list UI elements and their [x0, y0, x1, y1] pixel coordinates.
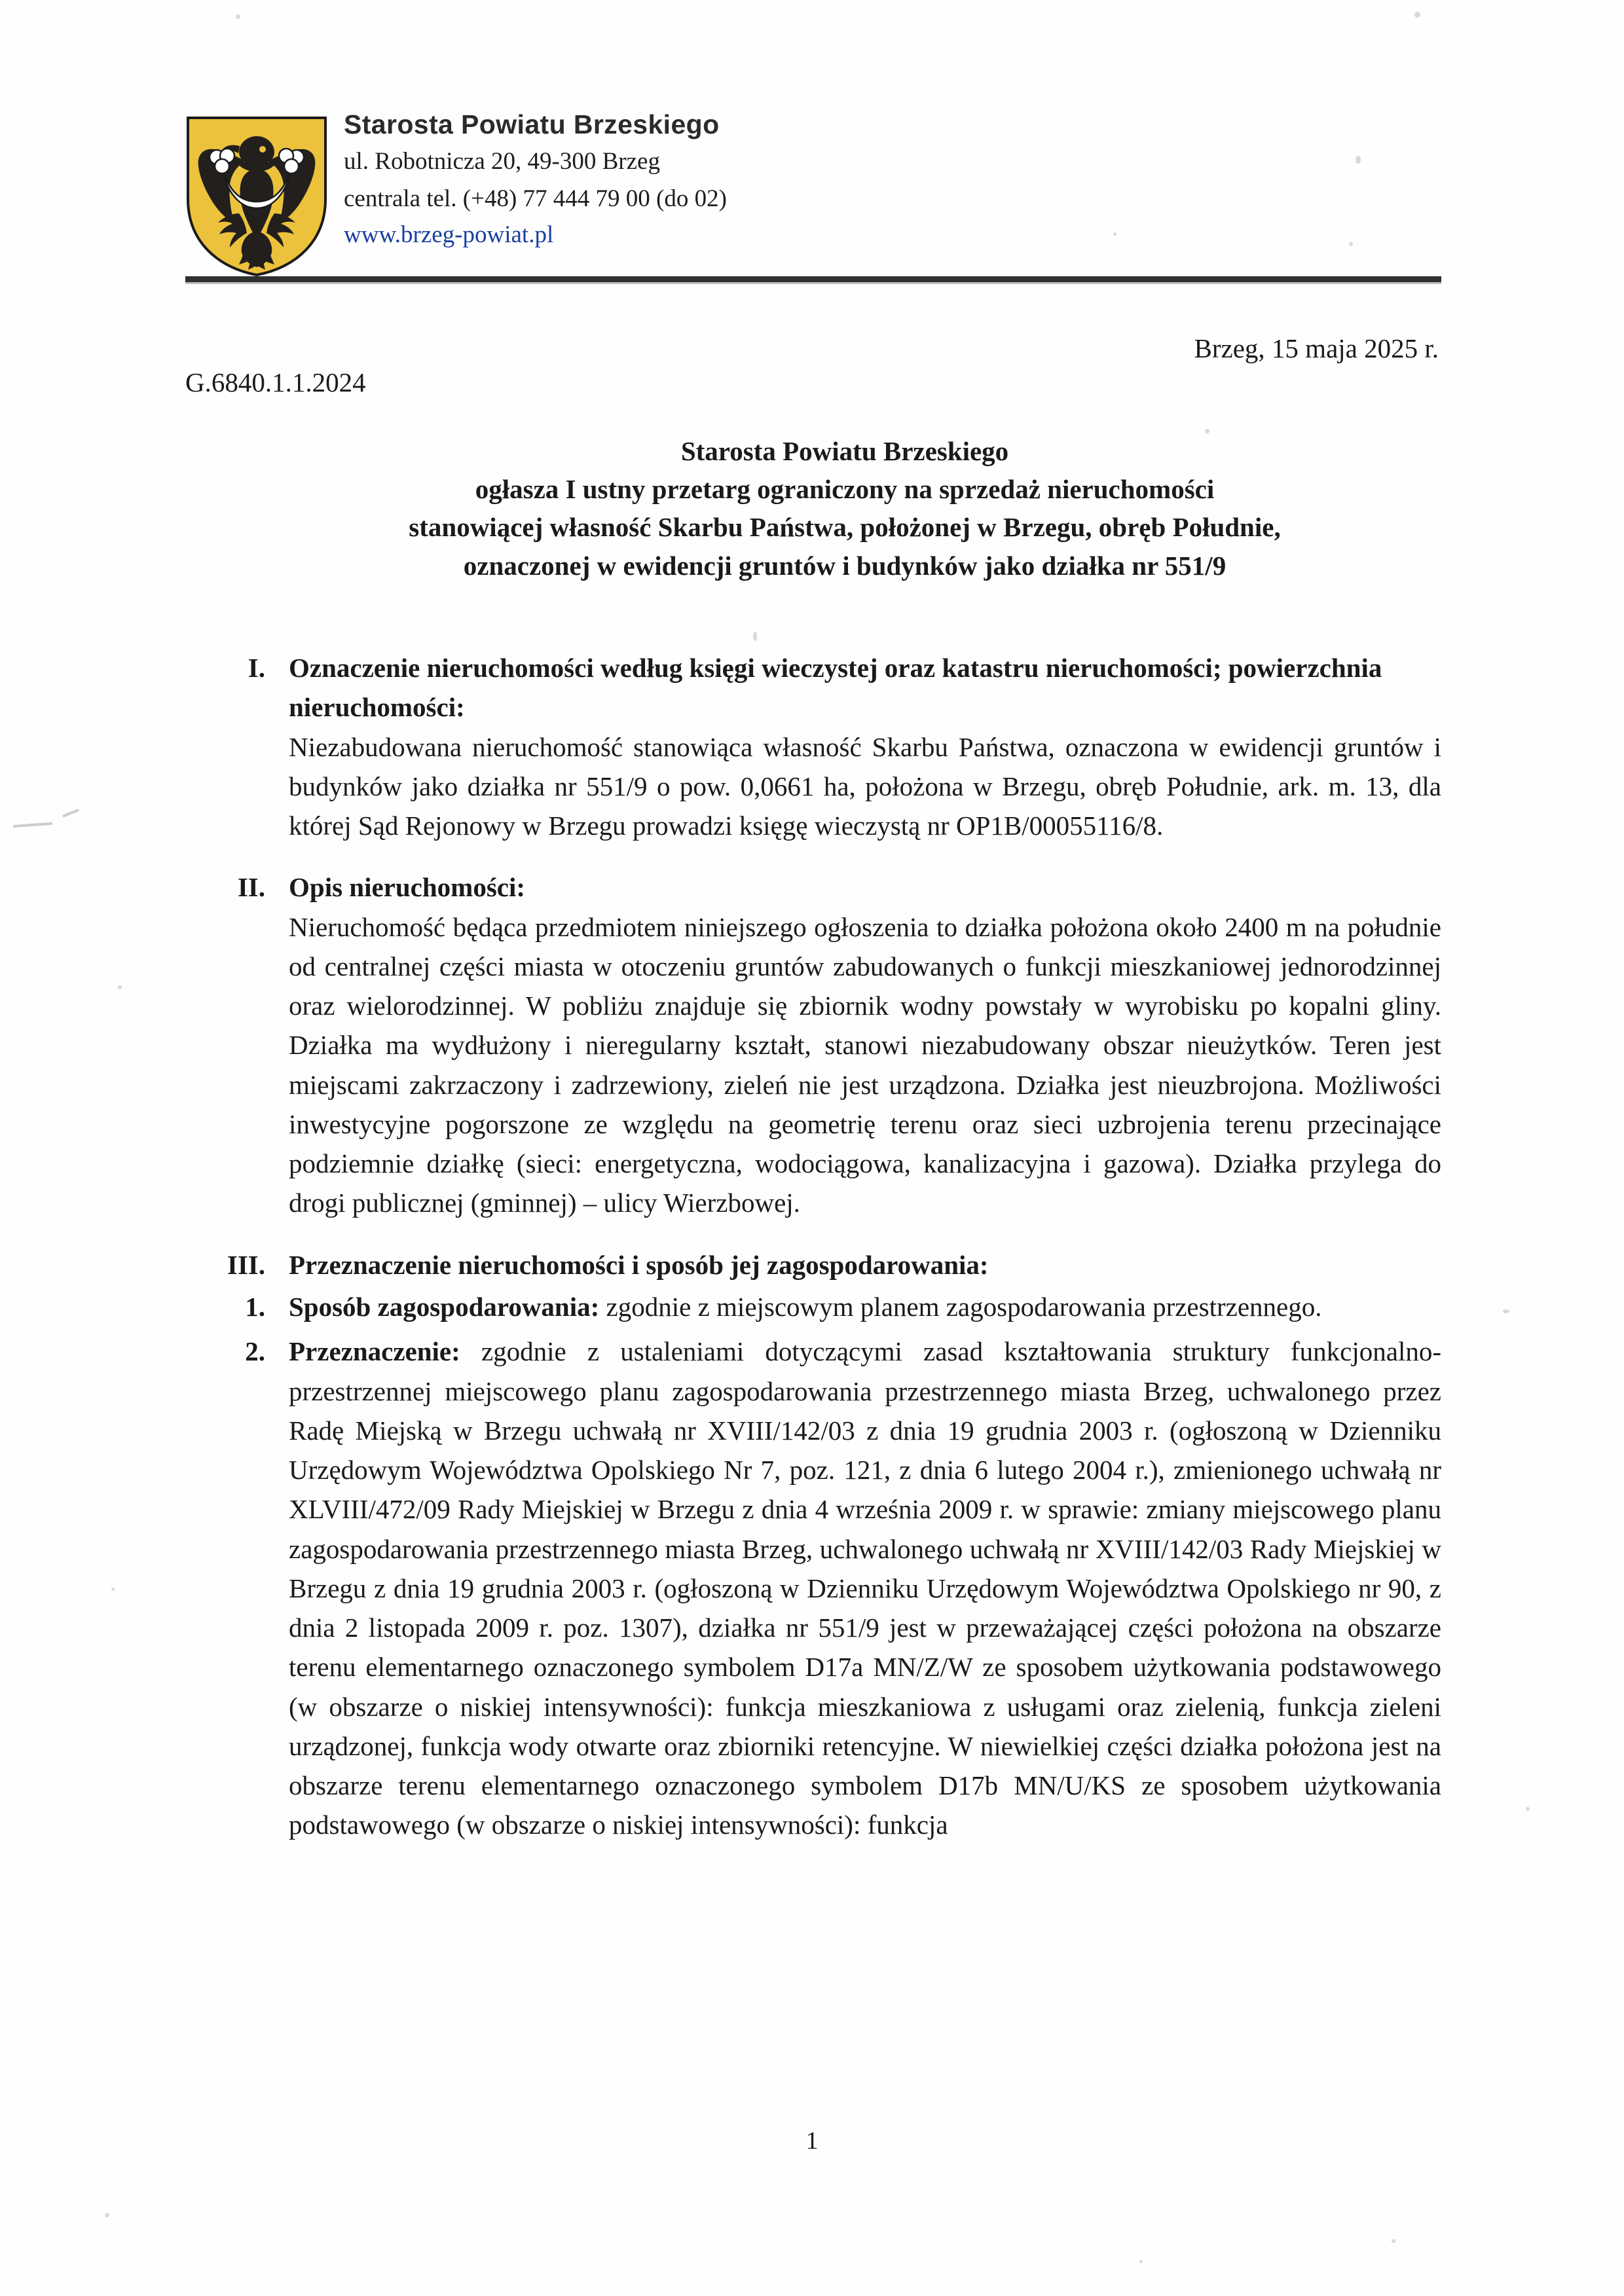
section-iii-numeral: III.: [227, 1249, 265, 1280]
scan-artifact: [105, 2213, 109, 2217]
organization-name: Starosta Powiatu Brzeskiego: [344, 109, 720, 139]
title-line-3: stanowiącej własność Skarbu Państwa, położonej w Brzegu, obręb Południe,: [409, 512, 1281, 543]
organization-phone: centrala tel. (+48) 77 444 79 00 (do 02): [344, 185, 727, 212]
scan-artifact: [111, 1588, 115, 1591]
scan-artifact: [62, 809, 79, 817]
title-line-1: Starosta Powiatu Brzeskiego: [680, 436, 1009, 466]
scan-artifact: [1414, 12, 1420, 18]
scan-artifact: [1392, 2239, 1395, 2243]
scan-artifact: [118, 985, 122, 989]
section-i: [185, 648, 1441, 845]
section-iii-list: [185, 1287, 1441, 1845]
section-i-heading-text: Oznaczenie nieruchomości według księgi wieczystej oraz katastru nieruchomości; powierzchnia nieruchomości:: [289, 653, 1382, 723]
scan-artifact: [236, 14, 240, 19]
section-iii-heading: [185, 1245, 1441, 1285]
scan-artifact: [1139, 2260, 1143, 2263]
section-ii-body: Nieruchomość będąca przedmiotem niniejszego ogłoszenia to działka położona około 2400 m na południe od centralnej części miasta w otoczeniu gruntów zabudowanych o funkcji mieszkaniowej jednorodzinnej oraz wielorodzinnej. W pobliżu znajduje się zbiornik wodny powstały w wyrobisku po kopalni gliny. Działka ma wydłużony i nieregularny kształt, stanowi niezabudowany obszar nieużytków. Teren jest miejscami zakrzaczony i zadrzewiony, zieleń nie jest urządzona. Działka jest nieuzbrojona. Możliwości inwestycyjne pogorszone ze względu na geometrię terenu oraz sieci uzbrojenia terenu przecinające podziemnie działkę (sieci: energetyczna, wodociągowa, kanalizacyjna i gazowa). Działka przylega do drogi publicznej (gminnej) – ulicy Wierzbowej.: [289, 911, 1441, 1218]
title-line-2: ogłasza I ustny przetarg ograniczony na sprzedaż nieruchomości: [475, 474, 1215, 505]
title-line-4: oznaczonej w ewidencji gruntów i budynków jako działka nr 551/9: [463, 550, 1227, 581]
section-i-heading: [185, 648, 1441, 727]
announcement-title: [262, 432, 1428, 585]
section-ii-heading-text: Opis nieruchomości:: [289, 872, 526, 903]
scan-artifact: [753, 632, 757, 641]
letterhead-divider: [185, 276, 1441, 282]
list-item-text: zgodnie z ustaleniami dotyczącymi zasad kształtowania struktury funkcjonalno-przestrzennej miejscowego planu zagospodarowania przestrzennego miasta Brzeg, uchwalonego przez Radę Miejską w Brzegu uchwałą nr XVIII/142/03 z dnia 19 grudnia 2003 r. (ogłoszoną w Dzienniku Urzędowym Województwa Opolskiego Nr 7, poz. 121, z dnia 6 lutego 2004 r.), zmienionego uchwałą nr XLVIII/472/09 Rady Miejskiej w Brzegu z dnia 4 września 2009 r. w sprawie: zmiany miejscowego planu zagospodarowania przestrzennego miasta Brzeg, uchwalonego uchwałą nr XVIII/142/03 Rady Miejskiej w Brzegu z dnia 19 grudnia 2003 r. (ogłoszoną w Dzienniku Urzędowym Województwa Opolskiego nr 90, z dnia 2 listopada 2009 r. poz. 1307), działka nr 551/9 jest w przeważającej części położona na obszarze terenu elementarnego oznaczonego symbolem D17a MN/Z/W ze sposobem użytkowania podstawowego (w obszarze o niskiej intensywności): funkcja mieszkaniowa z usługami oraz zielenią, funkcja zieleni urządzonej, funkcja wody otwarte oraz zbiorniki retencyjne. W niewielkiej części działka położona jest na obszarze terenu elementarnego oznaczonego symbolem D17b MN/U/KS ze sposobem użytkowania podstawowego (w obszarze o niskiej intensywności): funkcja: [289, 1336, 1441, 1840]
list-item-text: zgodnie z miejscowym planem zagospodarowania przestrzennego.: [599, 1291, 1322, 1322]
organization-website-link[interactable]: www.brzeg-powiat.pl: [344, 221, 554, 249]
section-ii-heading: [185, 867, 1441, 907]
letterhead-text: [344, 110, 1261, 251]
section-i-numeral: I.: [248, 653, 265, 683]
list-item: [185, 1287, 1441, 1326]
scan-artifact: [13, 822, 52, 828]
letterhead: [185, 110, 1443, 267]
list-item-lead: Przeznaczenie:: [289, 1336, 460, 1367]
scan-artifact: [1526, 1807, 1530, 1811]
silesian-eagle-coat-of-arms-icon: [185, 115, 328, 278]
list-item: [185, 1332, 1441, 1844]
place-and-date: Brzeg, 15 maja 2025 r.: [1194, 333, 1439, 363]
section-iii-heading-text: Przeznaczenie nieruchomości i sposób jej zagospodarowania:: [289, 1249, 989, 1280]
list-item-number: 1.: [245, 1291, 265, 1322]
organization-address: ul. Robotnicza 20, 49-300 Brzeg: [344, 147, 660, 175]
section-ii: [185, 867, 1441, 1222]
reference-number: G.6840.1.1.2024: [185, 367, 366, 397]
section-i-body: Niezabudowana nieruchomość stanowiąca własność Skarbu Państwa, oznaczona w ewidencji gruntów i budynków jako działka nr 551/9 o pow. 0,0661 ha, położona w Brzegu, obręb Południe, ark. m. 13, dla której Sąd Rejonowy w Brzegu prowadzi księgę wieczystą nr OP1B/00055116/8.: [289, 731, 1441, 841]
document-body: [185, 648, 1441, 1862]
section-ii-numeral: II.: [237, 872, 265, 903]
page-number: 1: [805, 2127, 819, 2155]
scan-artifact: [1503, 1309, 1509, 1313]
section-iii: [185, 1245, 1441, 1845]
list-item-lead: Sposób zagospodarowania:: [289, 1291, 600, 1322]
list-item-number: 2.: [245, 1336, 265, 1367]
